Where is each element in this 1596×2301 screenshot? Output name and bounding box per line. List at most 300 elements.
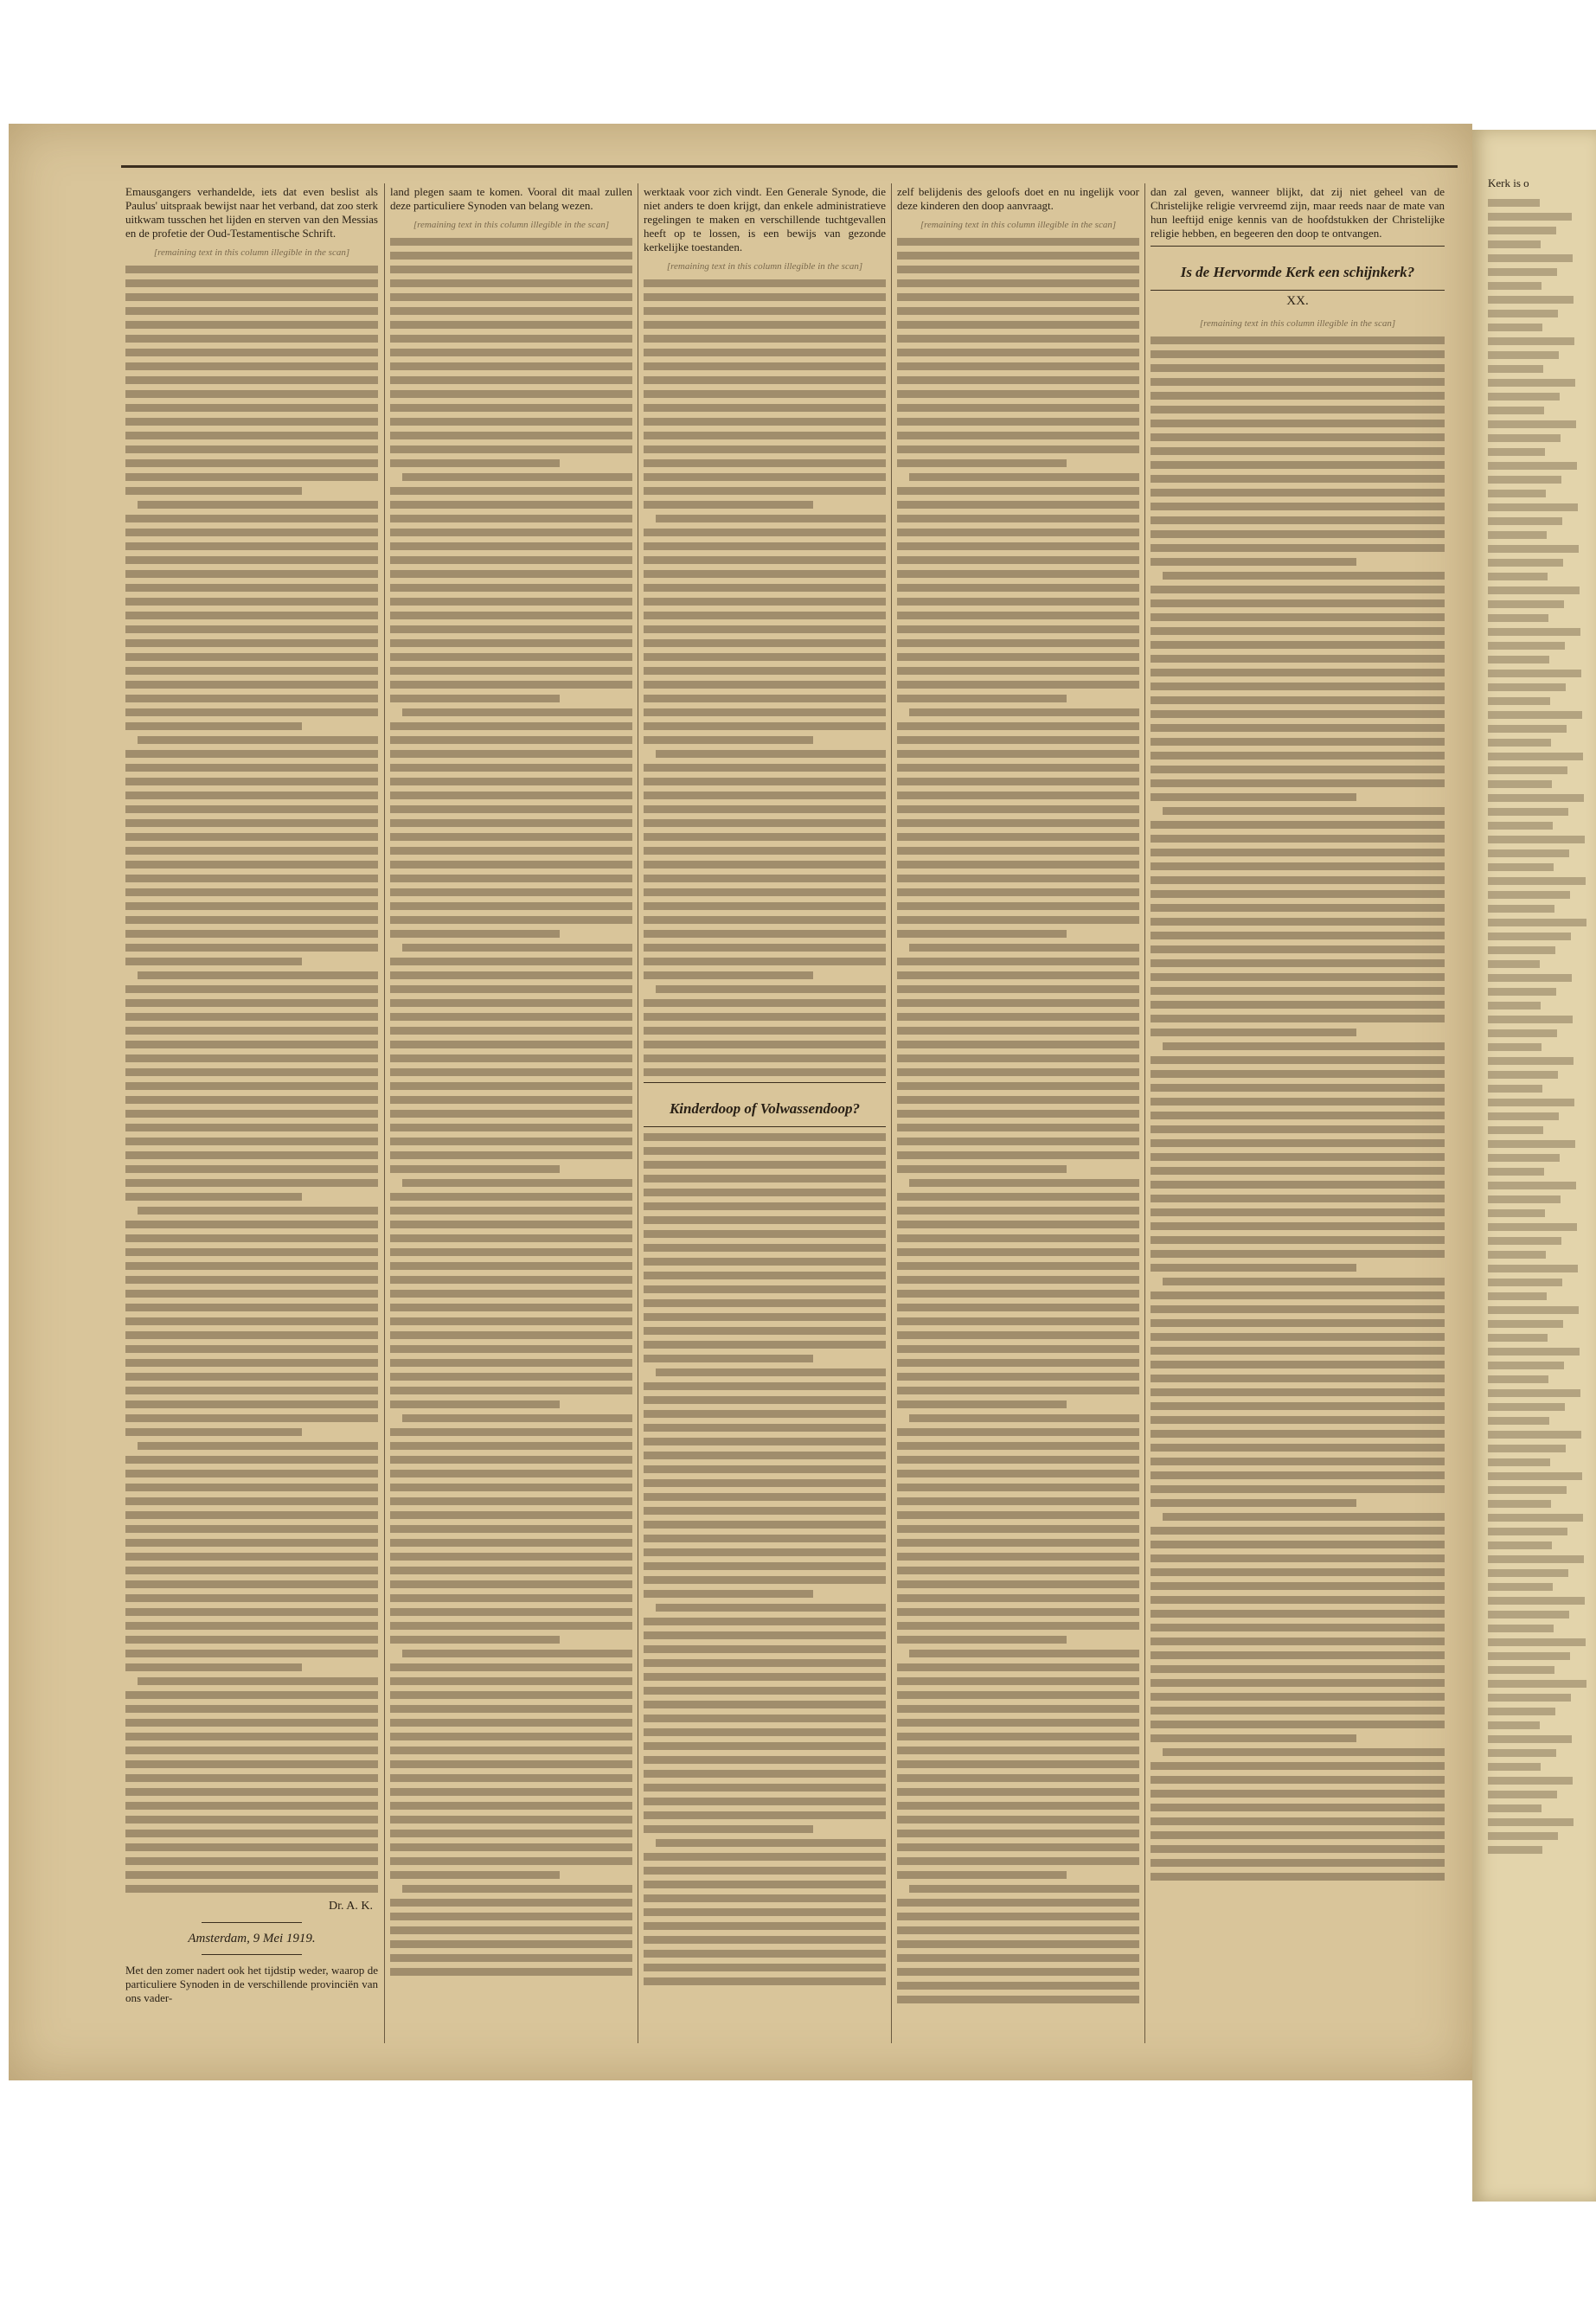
illegible-text-line [390, 1082, 632, 1090]
illegible-text-line [390, 861, 632, 868]
illegible-text-line [390, 930, 560, 938]
edge-text-line [1488, 448, 1545, 456]
illegible-text-line [644, 335, 886, 343]
illegible-text-line [897, 1221, 1139, 1228]
edge-text-line [1488, 1818, 1574, 1826]
illegible-text-line [138, 971, 378, 979]
illegible-text-line [125, 1830, 378, 1837]
illegible-text-line [1151, 350, 1445, 358]
illegible-text-line [897, 1096, 1139, 1104]
article-divider [202, 1954, 303, 1955]
illegible-text-line [125, 999, 378, 1007]
illegible-text-line [897, 1926, 1139, 1934]
edge-text-line [1488, 1375, 1548, 1383]
illegible-text-line [390, 404, 632, 412]
illegible-text-line [125, 432, 378, 439]
illegible-text-line [390, 238, 632, 246]
illegible-text-line [1151, 1236, 1445, 1244]
illegible-text-line [1151, 1638, 1445, 1645]
column-2-opening: land plegen saam te komen. Vooral dit maal zullen deze particuliere Synoden van belang wezen. [390, 185, 632, 212]
illegible-text-line [390, 639, 632, 647]
edge-text-line [1488, 1431, 1581, 1439]
illegible-text-line [402, 708, 632, 716]
illegible-text-line [1151, 1734, 1356, 1742]
column-5-body [1151, 336, 1445, 1881]
edge-text-line [1488, 1099, 1574, 1106]
illegible-text-line [125, 1885, 378, 1893]
illegible-text-line [390, 778, 632, 785]
illegible-text-line [125, 266, 378, 273]
column-1 [125, 182, 378, 2054]
edge-text-line [1488, 863, 1554, 871]
illegible-text-line [390, 1290, 632, 1298]
illegible-text-line [656, 1604, 886, 1612]
column-3-opening: werktaak voor zich vindt. Een Generale Synode, die niet anders te doen krijgt, dan enkele administratieve regelingen te maken en verschillende tuchtgevallen heeft op te lossen, is een bewijs van gezonde kerkelijke toestanden. [644, 185, 886, 253]
illegible-text-line [644, 1189, 886, 1196]
edge-text-line [1488, 1777, 1573, 1785]
illegible-text-line [897, 1511, 1139, 1519]
illegible-text-line [390, 1913, 632, 1920]
illegible-text-line [897, 1193, 1139, 1201]
illegible-text-line [125, 916, 378, 924]
edge-text-line [1488, 1417, 1549, 1425]
illegible-text-line [644, 1355, 813, 1362]
edge-text-line [1488, 614, 1548, 622]
illegible-text-line [125, 1788, 378, 1796]
illegible-text-line [644, 1161, 886, 1169]
illegible-text-line [644, 1715, 886, 1722]
illegible-text-line [125, 529, 378, 536]
illegible-text-line [125, 1027, 378, 1035]
illegible-text-line [644, 944, 886, 952]
illegible-text-line [644, 570, 886, 578]
illegible-text-line [390, 1622, 632, 1630]
illegible-text-line [390, 570, 632, 578]
illegible-text-line [644, 805, 886, 813]
edge-text-line [1488, 891, 1570, 899]
illegible-text-line [125, 639, 378, 647]
illegible-text-line [644, 501, 813, 509]
illegible-text-line [125, 612, 378, 619]
illegible-text-line [390, 1580, 632, 1588]
edge-text-line [1488, 1528, 1567, 1535]
illegible-text-line [390, 445, 632, 453]
edge-text-line [1488, 1292, 1547, 1300]
illegible-text-line [656, 515, 886, 522]
edge-text-line [1488, 407, 1544, 414]
illegible-text-line [897, 1248, 1139, 1256]
illegible-text-line [125, 1497, 378, 1505]
illegible-text-line [125, 1470, 378, 1477]
illegible-text-line [1151, 724, 1445, 732]
illegible-text-line [1151, 862, 1445, 870]
illegible-text-line [390, 736, 632, 744]
illegible-text-line [1151, 1181, 1445, 1189]
edge-text-line [1488, 711, 1582, 719]
illegible-text-line [402, 473, 632, 481]
illegible-text-line [125, 1054, 378, 1062]
edge-text-start: Kerk is o [1488, 176, 1529, 189]
illegible-text-line [1151, 1056, 1445, 1064]
illegible-text-line [1151, 973, 1445, 981]
edge-text-line [1488, 642, 1565, 650]
illegible-text-line [390, 1138, 632, 1145]
illegible-text-line [644, 1659, 886, 1667]
edge-text-line [1488, 1735, 1572, 1743]
illegible-text-line [1151, 1402, 1445, 1410]
column-4 [897, 182, 1139, 2054]
illegible-text-line [390, 252, 632, 260]
illegible-text-line [644, 1424, 886, 1432]
illegible-text-line [897, 1082, 1139, 1090]
illegible-text-line [644, 1013, 886, 1021]
column-1-body [125, 266, 378, 1893]
illegible-text-line [897, 418, 1139, 426]
illegible-text-line [125, 1248, 378, 1256]
illegible-text-line [897, 1567, 1139, 1574]
illegible-text-line [897, 1913, 1139, 1920]
illegible-text-line [390, 279, 632, 287]
illegible-text-line [644, 1894, 886, 1902]
illegible-text-line [1151, 378, 1445, 386]
illegible-text-line [644, 764, 886, 772]
column-3-body-top [644, 279, 886, 1076]
illegible-text-line [125, 958, 302, 965]
illegible-text-line [1151, 1195, 1445, 1202]
illegible-text-line [897, 653, 1139, 661]
illegible-text-line [897, 958, 1139, 965]
illegible-text-line [644, 1410, 886, 1418]
illegible-text-line [644, 971, 813, 979]
illegible-text-line [138, 1207, 378, 1215]
illegible-text-line [1163, 807, 1445, 815]
illegible-text-line [897, 861, 1139, 868]
edge-text-line [1488, 1168, 1544, 1176]
edge-text-line [1488, 1638, 1586, 1646]
illegible-text-line [1151, 586, 1445, 593]
edge-text-line [1488, 836, 1585, 843]
illegible-text-line [897, 515, 1139, 522]
edge-text-line [1488, 227, 1556, 234]
illegible-text-line [390, 1276, 632, 1284]
illegible-text-line [644, 445, 886, 453]
illegible-text-line [1151, 904, 1445, 912]
illegible-text-line [390, 1331, 632, 1339]
illegible-text-line [897, 307, 1139, 315]
illegible-text-line [1151, 392, 1445, 400]
illegible-text-line [644, 1908, 886, 1916]
illegible-text-line [897, 1982, 1139, 1990]
illegible-text-line [644, 1133, 886, 1141]
edge-text-line [1488, 794, 1584, 802]
illegible-text-line [644, 1687, 886, 1695]
illegible-text-line [644, 819, 886, 827]
illegible-text-line [1151, 336, 1445, 344]
illegible-text-line [897, 875, 1139, 882]
edge-text-line [1488, 946, 1555, 954]
illegible-text-line [1151, 1264, 1356, 1272]
illegible-text-line [897, 1968, 1139, 1976]
column-4-body [897, 238, 1139, 2003]
edge-text-line [1488, 1694, 1571, 1702]
illegible-text-line [897, 792, 1139, 799]
illegible-text-line [897, 930, 1067, 938]
illegible-text-line [1151, 821, 1445, 829]
edge-text-line [1488, 1569, 1568, 1577]
illegible-text-line [390, 833, 632, 841]
illegible-text-line [390, 1760, 632, 1768]
illegible-text-line [897, 1359, 1139, 1367]
illegible-text-line [897, 362, 1139, 370]
illegible-text-line [125, 473, 378, 481]
edge-text-line [1488, 296, 1574, 304]
illegible-text-line [125, 1387, 378, 1394]
illegible-text-line [897, 349, 1139, 356]
illegible-text-line [125, 1622, 378, 1630]
illegible-text-line [644, 487, 886, 495]
illegible-text-line [644, 432, 886, 439]
illegible-text-line [125, 1262, 378, 1270]
illegible-text-line [390, 985, 632, 993]
illegible-text-line [125, 1733, 378, 1740]
illegible-text-line [125, 1511, 378, 1519]
illegible-text-line [644, 1216, 886, 1224]
column-separator [384, 183, 385, 2043]
illegible-text-line [125, 750, 378, 758]
illegible-text-line [402, 1414, 632, 1422]
edge-text-line [1488, 1334, 1548, 1342]
dateline: Amsterdam, 9 Mei 1919. [188, 1932, 316, 1945]
illegible-text-line [125, 307, 378, 315]
edge-text-line [1488, 974, 1572, 982]
illegible-text-line [1151, 461, 1445, 469]
illegible-text-line [390, 1871, 560, 1879]
edge-text-line [1488, 600, 1564, 608]
header-rule [121, 165, 1458, 168]
edge-text-line [1488, 1403, 1565, 1411]
illegible-text-line [390, 1663, 632, 1671]
illegible-text-line [1151, 752, 1445, 760]
illegible-text-line [1151, 599, 1445, 607]
illegible-text-line [644, 1027, 886, 1035]
illegible-text-line [644, 1244, 886, 1252]
illegible-text-line [125, 487, 302, 495]
illegible-text-line [897, 1110, 1139, 1118]
illegible-text-line [897, 1622, 1139, 1630]
illegible-text-line [125, 1096, 378, 1104]
illegible-text-line [644, 1535, 886, 1542]
edge-text-line [1488, 1846, 1542, 1854]
illegible-text-line [897, 1954, 1139, 1962]
edge-text-line [1488, 351, 1559, 359]
illegible-text-line [644, 999, 886, 1007]
column-1-closing: Met den zomer nadert ook het tijdstip weder, waarop de particuliere Synoden in de verschillende provinciën van ons vader- [125, 1964, 378, 2004]
edge-text-line [1488, 310, 1558, 317]
illegible-text-line [125, 805, 378, 813]
illegible-text-line [390, 1248, 632, 1256]
illegible-text-line [125, 1636, 378, 1644]
illegible-text-line [897, 1940, 1139, 1948]
illegible-text-line [390, 681, 632, 689]
illegible-text-line [644, 584, 886, 592]
illegible-text-line [125, 349, 378, 356]
illegible-text-line [390, 1733, 632, 1740]
illegible-text-line [390, 1511, 632, 1519]
edge-text-line [1488, 1680, 1586, 1688]
illegible-text-line [644, 1576, 886, 1584]
illegible-text-line [644, 1041, 886, 1048]
illegible-text-line [125, 279, 378, 287]
illegible-text-line [897, 1207, 1139, 1215]
illegible-text-line [897, 778, 1139, 785]
illegible-text-line [125, 708, 378, 716]
edge-text-line [1488, 628, 1580, 636]
edge-text-line [1488, 960, 1540, 968]
illegible-text-line [644, 1507, 886, 1515]
illegible-text-line [1151, 1831, 1445, 1839]
illegible-text-line [897, 1843, 1139, 1851]
illegible-text-line [897, 1788, 1139, 1796]
illegible-text-line [897, 1054, 1139, 1062]
edge-text-line [1488, 1555, 1584, 1563]
illegible-text-line [897, 1387, 1139, 1394]
illegible-text-line [897, 1304, 1139, 1311]
illegible-text-line [897, 1068, 1139, 1076]
illegible-text-line [390, 321, 632, 329]
illegible-text-line [125, 362, 378, 370]
edge-text-line [1488, 268, 1557, 276]
illegible-text-line [644, 418, 886, 426]
edge-text-line [1488, 1057, 1574, 1065]
illegible-text-line [1151, 1624, 1445, 1631]
illegible-text-line [390, 1636, 560, 1644]
illegible-text-line [897, 1027, 1139, 1035]
illegible-text-line [1151, 1721, 1445, 1728]
illegible-text-line [390, 349, 632, 356]
edge-text-line [1488, 1541, 1552, 1549]
illegible-text-line [1151, 1319, 1445, 1327]
illegible-text-line [1151, 1084, 1445, 1092]
illegible-text-line [390, 1484, 632, 1491]
illegible-text-line [909, 1414, 1139, 1422]
illegible-text-line [644, 1230, 886, 1238]
illegible-notice: [remaining text in this column illegible in the scan] [413, 220, 610, 230]
illegible-text-line [390, 598, 632, 606]
edge-text-line [1488, 656, 1549, 663]
illegible-text-line [1151, 475, 1445, 483]
illegible-text-line [644, 1147, 886, 1155]
edge-text-line [1488, 586, 1580, 594]
illegible-text-line [1151, 849, 1445, 856]
illegible-text-line [656, 985, 886, 993]
illegible-text-line [644, 1272, 886, 1279]
edge-text-line [1488, 1652, 1570, 1660]
illegible-text-line [1151, 1610, 1445, 1618]
illegible-text-line [644, 1977, 886, 1985]
illegible-text-line [390, 1802, 632, 1810]
illegible-text-line [1151, 1388, 1445, 1396]
edge-text-line [1488, 1804, 1542, 1812]
edge-text-line [1488, 379, 1575, 387]
illegible-text-line [125, 1843, 378, 1851]
article-heading: Is de Hervormde Kerk een schijnkerk? [1180, 264, 1415, 280]
illegible-text-line [390, 1816, 632, 1823]
illegible-text-line [1151, 1527, 1445, 1535]
illegible-text-line [1151, 1665, 1445, 1673]
illegible-text-line [125, 1345, 378, 1353]
illegible-text-line [1151, 1776, 1445, 1784]
illegible-text-line [390, 1899, 632, 1907]
illegible-text-line [897, 1802, 1139, 1810]
illegible-text-line [897, 238, 1139, 246]
illegible-text-line [644, 639, 886, 647]
illegible-text-line [125, 1234, 378, 1242]
illegible-text-line [644, 1798, 886, 1805]
edge-text-line [1488, 1279, 1562, 1286]
illegible-text-line [644, 792, 886, 799]
illegible-text-line [644, 1382, 886, 1390]
illegible-text-line [125, 1691, 378, 1699]
edge-text-line [1488, 1140, 1575, 1148]
illegible-text-line [644, 1258, 886, 1266]
illegible-text-line [897, 1276, 1139, 1284]
illegible-text-line [656, 1839, 886, 1847]
edge-text-line [1488, 503, 1578, 511]
illegible-text-line [897, 1594, 1139, 1602]
illegible-text-line [1151, 1651, 1445, 1659]
illegible-text-line [390, 362, 632, 370]
illegible-text-line [390, 1525, 632, 1533]
illegible-text-line [1151, 1098, 1445, 1106]
illegible-text-line [897, 819, 1139, 827]
illegible-text-line [897, 1373, 1139, 1381]
illegible-text-line [1151, 1029, 1356, 1036]
illegible-text-line [125, 1400, 378, 1408]
illegible-text-line [644, 1438, 886, 1445]
illegible-text-line [1151, 503, 1445, 510]
illegible-text-line [390, 1387, 632, 1394]
illegible-text-line [897, 1747, 1139, 1754]
illegible-text-line [644, 653, 886, 661]
illegible-text-line [897, 805, 1139, 813]
illegible-text-line [1151, 1762, 1445, 1770]
illegible-text-line [125, 1068, 378, 1076]
illegible-text-line [1151, 655, 1445, 663]
illegible-text-line [644, 542, 886, 550]
illegible-text-line [125, 321, 378, 329]
illegible-text-line [1151, 1679, 1445, 1687]
edge-text-line [1488, 476, 1561, 484]
illegible-text-line [644, 1784, 886, 1791]
illegible-text-line [1151, 669, 1445, 676]
illegible-text-line [1151, 793, 1356, 801]
illegible-text-line [1151, 489, 1445, 497]
illegible-text-line [1151, 876, 1445, 884]
edge-text-line [1488, 1791, 1557, 1798]
edge-text-line [1488, 1514, 1583, 1522]
illegible-text-line [644, 529, 886, 536]
illegible-text-line [390, 875, 632, 882]
illegible-text-line [644, 1701, 886, 1708]
illegible-text-line [897, 1539, 1139, 1547]
illegible-text-line [390, 695, 560, 702]
illegible-text-line [125, 1816, 378, 1823]
illegible-text-line [644, 349, 886, 356]
illegible-text-line [644, 1645, 886, 1653]
illegible-text-line [1151, 420, 1445, 427]
illegible-text-line [402, 1650, 632, 1657]
illegible-text-line [125, 1110, 378, 1118]
